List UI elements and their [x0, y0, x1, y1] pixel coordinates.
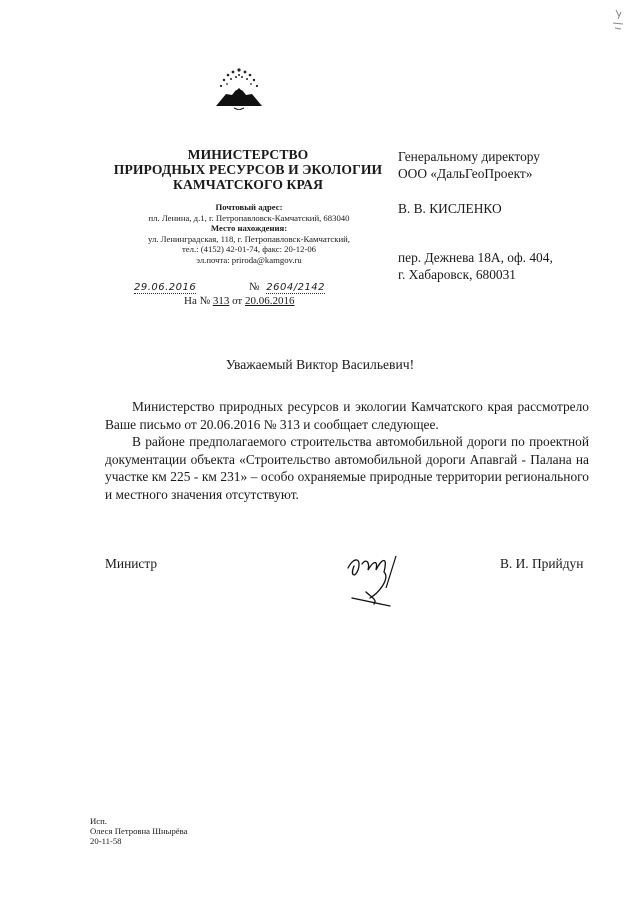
executor-name: Олеся Петровна Шнырёва — [90, 826, 188, 836]
greeting: Уважаемый Виктор Васильевич! — [225, 357, 415, 372]
executor-block — [90, 816, 188, 846]
recipient-address-line-2: г. Хабаровск, 680031 — [398, 267, 516, 282]
recipient-company: ООО «ДальГеоПроект» — [398, 166, 533, 181]
ministry-line-2: ПРИРОДНЫХ РЕСУРСОВ И ЭКОЛОГИИ — [113, 162, 383, 177]
recipient-name: В. В. КИСЛЕНКО — [398, 201, 502, 216]
email: эл.почта: priroda@kamgov.ru — [196, 254, 302, 265]
registration-date: 29.06.2016 — [134, 282, 197, 293]
registration-number-prefix: № — [249, 281, 260, 293]
recipient-position: Генеральному директору — [398, 149, 540, 164]
postal-address: пл. Ленина, д.1, г. Петропавловск-Камчатский, 683040 — [148, 212, 350, 223]
ministry-contacts — [118, 202, 380, 266]
reply-prefix: На № — [184, 295, 211, 307]
ministry-line-1: МИНИСТЕРСТВО — [187, 147, 309, 162]
reply-number: 313 — [212, 295, 230, 307]
body-paragraph-1: Министерство природных ресурсов и экологии Камчатского края рассмотрело Ваше письмо от 20.06.2016 № 313 и сообщает следующее. — [105, 399, 589, 432]
signatory-name: В. И. Прийдун — [500, 556, 584, 571]
handwritten-signature — [340, 548, 420, 610]
executor-label: Исп. — [90, 816, 107, 826]
body-paragraph-2: В районе предполагаемого строительства автомобильной дороги по проектной документации объекта «Строительство автомобильной дороги Апавгай - Палана на участке км 225 - км 231» – особо охраняемые природные территории регионального и местного значения отсутствуют. — [105, 434, 589, 502]
emblem-logo — [214, 64, 264, 110]
registration-number: 2604/2142 — [266, 282, 326, 293]
ministry-line-3: КАМЧАТСКОГО КРАЯ — [172, 177, 323, 192]
recipient-address-line-1: пер. Дежнева 18А, оф. 404, — [398, 250, 553, 265]
letter-body — [105, 398, 589, 504]
reply-from: от — [232, 295, 243, 307]
postal-label: Почтовый адрес: — [215, 202, 283, 212]
corner-mark — [610, 8, 628, 32]
executor-phone: 20-11-58 — [90, 836, 122, 846]
registration-line — [118, 281, 380, 294]
location-address: ул. Ленинградская, 118, г. Петропавловск-Камчатский, — [148, 233, 350, 244]
signatory-title: Министр — [105, 556, 158, 571]
reply-date: 20.06.2016 — [245, 295, 295, 307]
phone-fax: тел.: (4152) 42-01-74, факс: 20-12-06 — [181, 244, 317, 255]
ministry-title — [112, 147, 384, 192]
location-label: Место нахождения: — [210, 223, 288, 234]
reply-reference-line — [184, 295, 384, 307]
